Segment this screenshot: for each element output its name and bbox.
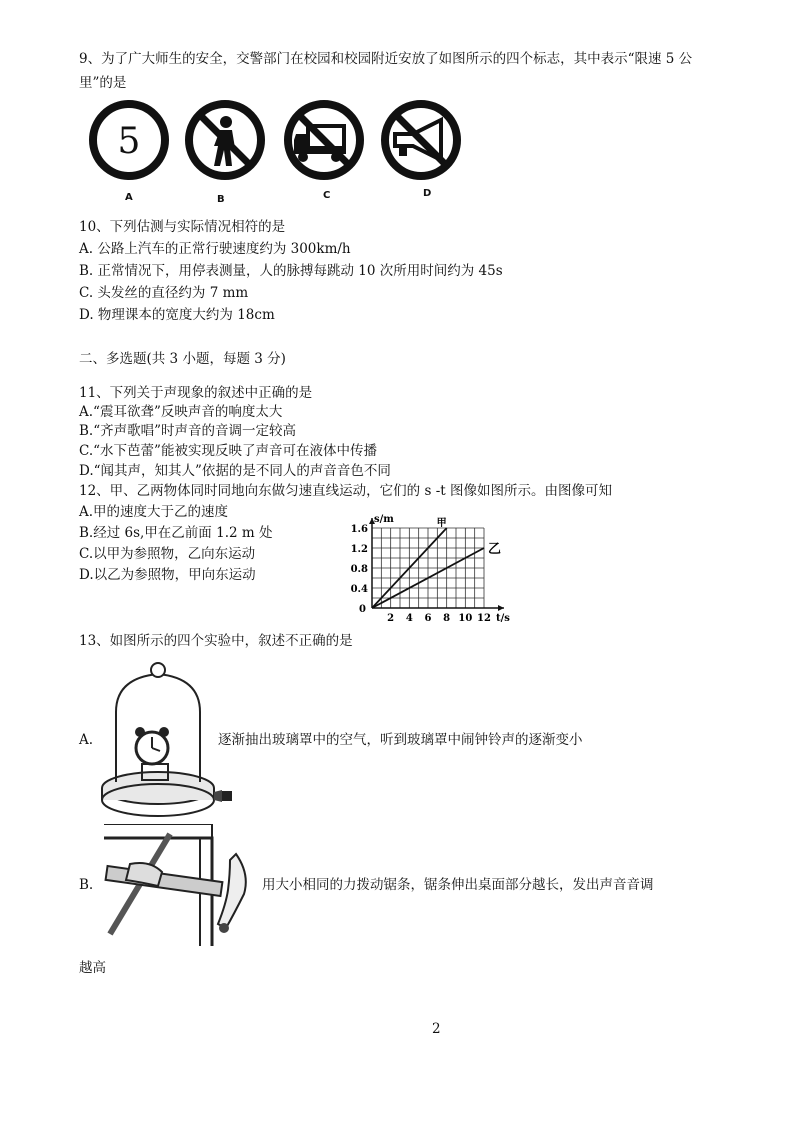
q13-stem: 13、如图所示的四个实验中，叙述不正确的是 — [79, 633, 353, 649]
no-honking-sign-icon — [375, 100, 467, 182]
q12-stem: 12、甲、乙两物体同时同地向东做匀速直线运动，它们的 s -t 图像如图所示。由图像可知 — [79, 483, 612, 499]
y-tick-label: 0.8 — [350, 564, 368, 575]
y-axis-label: s/m — [374, 514, 394, 525]
q12-option-a: A.甲的速度大于乙的速度 — [79, 504, 229, 520]
q10-stem: 10、下列估测与实际情况相符的是 — [79, 219, 286, 235]
sign-b-label: B — [217, 194, 225, 205]
q10-option-a: A. 公路上汽车的正常行驶速度约为 300km/h — [79, 241, 351, 257]
bell-jar-figure — [98, 660, 236, 818]
page-number: 2 — [432, 1021, 441, 1037]
saw-blade-figure — [100, 824, 260, 946]
y-tick-label: 1.6 — [350, 524, 368, 535]
q13-option-a-label: A. — [79, 732, 94, 748]
q12-option-c: C.以甲为参照物，乙向东运动 — [79, 546, 256, 562]
st-grid — [369, 518, 504, 611]
x-axis-arrow — [498, 605, 504, 611]
q13-option-b-continued: 越高 — [79, 960, 106, 976]
sign-d-label: D — [423, 188, 432, 199]
q13-option-a-text: 逐渐抽出玻璃罩中的空气，听到玻璃罩中闹钟铃声的逐渐变小 — [218, 732, 583, 748]
no-pedestrians-sign-icon — [180, 100, 270, 182]
sign-c-label: C — [323, 190, 331, 201]
no-trucks-sign-icon — [278, 100, 370, 182]
q11-stem: 11、下列关于声现象的叙述中正确的是 — [79, 385, 313, 401]
origin-label: 0 — [359, 604, 366, 615]
sign-a-label: A — [125, 192, 133, 203]
st-graph — [340, 505, 520, 630]
q10-option-b: B. 正常情况下，用停表测量，人的脉搏每跳动 10 次所用时间约为 45s — [79, 263, 503, 279]
x-tick-label: 6 — [424, 613, 432, 624]
section-heading: 二、多选题(共 3 小题，每题 3 分) — [79, 351, 286, 367]
x-tick-label: 10 — [458, 613, 473, 624]
q9-stem-line2: 里”的是 — [79, 75, 127, 91]
speed-limit-5-sign-icon — [88, 100, 170, 182]
x-axis-label: t/s — [496, 613, 510, 624]
q11-option-d: D.“闻其声，知其人”依据的是不同人的声音音色不同 — [79, 463, 391, 479]
q12-option-d: D.以乙为参照物，甲向东运动 — [79, 567, 256, 583]
sign-a-number: 5 — [117, 121, 141, 162]
q11-option-a: A.“震耳欲聋”反映声音的响度太大 — [79, 404, 283, 420]
x-tick-label: 12 — [477, 613, 491, 624]
x-tick-label: 4 — [405, 613, 413, 624]
y-tick-label: 1.2 — [350, 544, 368, 555]
q13-option-b-text: 用大小相同的力拨动锯条，锯条伸出桌面部分越长，发出声音音调 — [262, 877, 654, 893]
st-graph-svg — [340, 505, 520, 630]
q9-stem-line1: 9、为了广大师生的安全，交警部门在校园和校园附近安放了如图所示的四个标志，其中表示“限速 5 公 — [79, 51, 693, 67]
q10-option-c: C. 头发丝的直径约为 7 mm — [79, 285, 249, 301]
series-label-yi: 乙 — [488, 542, 502, 557]
q10-option-d: D. 物理课本的宽度大约为 18cm — [79, 307, 275, 323]
x-tick-label: 8 — [443, 613, 451, 624]
x-tick-label: 2 — [387, 613, 395, 624]
q11-option-b: B.“齐声歌唱”时声音的音调一定较高 — [79, 423, 297, 439]
y-tick-label: 0.4 — [350, 584, 368, 595]
series-label-jia: 甲 — [436, 518, 447, 529]
q13-option-b-label: B. — [79, 877, 94, 893]
q11-option-c: C.“水下芭蕾”能被实现反映了声音可在液体中传播 — [79, 443, 377, 459]
q12-option-b: B.经过 6s,甲在乙前面 1.2 m 处 — [79, 525, 273, 541]
